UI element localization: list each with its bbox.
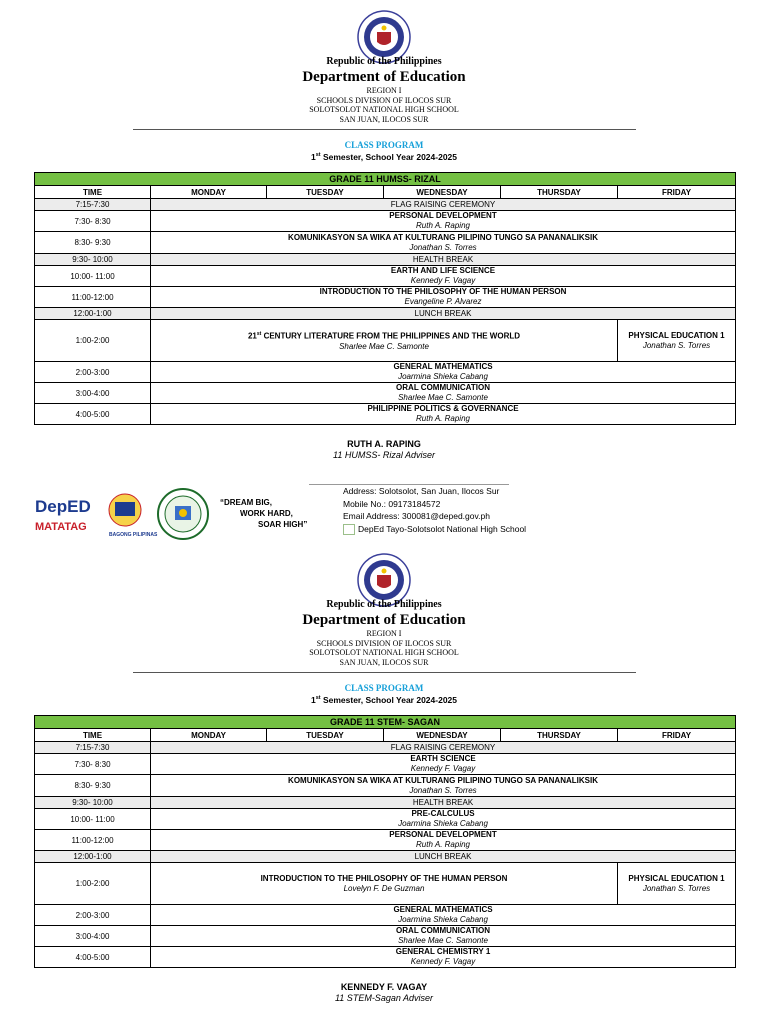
subject-cell <box>151 905 736 926</box>
col-thursday: THURSDAY <box>501 186 618 199</box>
time-cell: 11:00-12:00 <box>35 287 151 308</box>
header-rule <box>133 672 636 673</box>
time-cell: 12:00-1:00 <box>35 308 151 320</box>
adviser-name: RUTH A. RAPING <box>347 439 421 449</box>
teacher-name: Ruth A. Raping <box>416 414 470 423</box>
adviser-role: 11 HUMSS- Rizal Adviser <box>332 450 436 460</box>
subject-name: GENERAL CHEMISTRY 1 <box>395 947 491 956</box>
subject-name: PERSONAL DEVELOPMENT <box>389 211 497 220</box>
deped-logo-text: DepED <box>35 497 91 516</box>
table-row <box>35 211 736 232</box>
letter-footer <box>33 484 733 544</box>
school-text: SOLOTSOLOT NATIONAL HIGH SCHOOL <box>309 105 459 114</box>
col-monday: MONDAY <box>151 186 267 199</box>
table-row <box>35 404 736 425</box>
col-wednesday: WEDNESDAY <box>384 729 501 742</box>
time-cell: 2:00-3:00 <box>35 362 151 383</box>
subject-cell <box>151 830 736 851</box>
subject-cell <box>151 754 736 775</box>
division-text: SCHOOLS DIVISION OF ILOCOS SUR <box>316 638 452 648</box>
teacher-name: Ruth A. Raping <box>416 840 470 849</box>
republic-text: Republic of the Philippines <box>326 56 442 67</box>
teacher-name: Kennedy F. Vagay <box>410 276 476 285</box>
friday-teacher: Jonathan S. Torres <box>642 340 711 350</box>
mobile-text: Mobile No.: 09173184572 <box>343 498 441 509</box>
subject-cell <box>151 926 736 947</box>
time-cell: 1:00-2:00 <box>35 863 151 905</box>
time-cell: 3:00-4:00 <box>35 383 151 404</box>
subject-name: HEALTH BREAK <box>412 255 474 264</box>
subject-cell <box>151 863 618 905</box>
time-cell: 10:00- 11:00 <box>35 809 151 830</box>
subject-name: PRE-CALCULUS <box>411 809 475 818</box>
subject-cell <box>151 308 736 320</box>
col-time: TIME <box>35 729 151 742</box>
program-title: CLASS PROGRAM <box>344 140 424 150</box>
motto-line-3: SOAR HIGH” <box>258 520 308 529</box>
time-cell: 9:30- 10:00 <box>35 254 151 266</box>
table-row <box>35 754 736 775</box>
table-row <box>35 809 736 830</box>
subject-cell <box>151 211 736 232</box>
motto <box>220 497 307 530</box>
time-cell: 3:00-4:00 <box>35 926 151 947</box>
subject-cell <box>151 232 736 254</box>
subject-cell <box>151 809 736 830</box>
grade-header: GRADE 11 STEM- SAGAN <box>35 716 736 729</box>
semester-suffix: st <box>315 695 321 702</box>
teacher-name: Sharlee Mae C. Samonte <box>398 936 488 945</box>
friday-teacher: Jonathan S. Torres <box>642 883 711 893</box>
semester-line <box>0 152 768 162</box>
semester-number: 1 <box>310 152 316 162</box>
time-cell: 7:15-7:30 <box>35 199 151 211</box>
subject-cell <box>151 266 736 287</box>
teacher-name: Lovelyn F. De Guzman <box>343 883 425 893</box>
table-row <box>35 266 736 287</box>
table-row <box>35 775 736 797</box>
subject-cell <box>151 851 736 863</box>
motto-line-2: WORK HARD, <box>240 509 293 518</box>
time-cell: 9:30- 10:00 <box>35 797 151 809</box>
address-text: Address: Solotsolot, San Juan, Ilocos Sur <box>343 486 500 496</box>
adviser-block <box>0 982 768 1004</box>
table-row <box>35 863 736 905</box>
time-cell: 10:00- 11:00 <box>35 266 151 287</box>
friday-subject: PHYSICAL EDUCATION 1 <box>628 873 725 883</box>
teacher-name: Sharlee Mae C. Samonte <box>339 341 429 351</box>
time-cell: 1:00-2:00 <box>35 320 151 362</box>
division-text: SCHOOLS DIVISION OF ILOCOS SUR <box>316 95 452 105</box>
subject-name: ORAL COMMUNICATION <box>396 926 490 935</box>
subject-name: LUNCH BREAK <box>414 309 472 318</box>
department-text: Department of Education <box>302 612 466 628</box>
subject-name: LUNCH BREAK <box>414 852 472 861</box>
facebook-icon <box>343 524 355 535</box>
table-row <box>35 797 736 809</box>
subject-name: INTRODUCTION TO THE PHILOSOPHY OF THE HUMAN PERSON <box>319 287 567 296</box>
teacher-name: Kennedy F. Vagay <box>410 764 476 773</box>
subject-cell <box>151 947 736 968</box>
table-row <box>35 905 736 926</box>
region-text: REGION I <box>366 86 402 95</box>
friday-cell <box>618 320 736 362</box>
subject-name: HEALTH BREAK <box>412 798 474 807</box>
table-row <box>35 362 736 383</box>
teacher-name: Evangeline P. Alvarez <box>404 297 482 306</box>
table-row <box>35 308 736 320</box>
time-cell: 7:30- 8:30 <box>35 211 151 232</box>
subject-cell <box>151 287 736 308</box>
semester-line <box>0 695 768 705</box>
teacher-name: Kennedy F. Vagay <box>410 957 476 966</box>
department-text: Department of Education <box>302 69 466 85</box>
time-cell: 7:30- 8:30 <box>35 754 151 775</box>
subject-name: PHILIPPINE POLITICS & GOVERNANCE <box>367 404 519 413</box>
semester-suffix: st <box>315 152 321 159</box>
motto-line-1: “DREAM BIG, <box>220 498 272 507</box>
table-row <box>35 199 736 211</box>
table-row <box>35 232 736 254</box>
subject-cell <box>151 383 736 404</box>
col-friday: FRIDAY <box>618 729 736 742</box>
subject-name: INTRODUCTION TO THE PHILOSOPHY OF THE HUMAN PERSON <box>260 873 508 883</box>
school-text: SOLOTSOLOT NATIONAL HIGH SCHOOL <box>309 648 459 657</box>
subject-cell <box>151 742 736 754</box>
table-row <box>35 851 736 863</box>
letterhead <box>0 56 768 124</box>
time-cell: 8:30- 9:30 <box>35 232 151 254</box>
time-cell: 7:15-7:30 <box>35 742 151 754</box>
teacher-name: Jonathan S. Torres <box>409 242 477 252</box>
time-cell: 8:30- 9:30 <box>35 775 151 797</box>
table-row <box>35 320 736 362</box>
location-text: SAN JUAN, ILOCOS SUR <box>339 114 429 124</box>
friday-cell <box>618 863 736 905</box>
subject-name: KOMUNIKASYON SA WIKA AT KULTURANG PILIPINO TUNGO SA PANANALIKSIK <box>288 232 598 242</box>
col-time: TIME <box>35 186 151 199</box>
school-seal-icon <box>157 488 209 540</box>
schedule-table <box>34 715 736 968</box>
subject-name: PERSONAL DEVELOPMENT <box>389 830 497 839</box>
subject-name: GENERAL MATHEMATICS <box>393 905 493 914</box>
teacher-name: Joarmina Shieka Cabang <box>398 819 488 828</box>
subject-name <box>151 329 617 342</box>
adviser-role: 11 STEM-Sagan Adviser <box>334 993 434 1003</box>
subject-name: EARTH SCIENCE <box>410 754 476 763</box>
subject-cell <box>151 199 736 211</box>
table-row <box>35 742 736 754</box>
contact-info <box>343 485 526 535</box>
table-row <box>35 383 736 404</box>
region-text: REGION I <box>366 629 402 638</box>
subject-name: FLAG RAISING CEREMONY <box>390 743 496 752</box>
facebook-text: DepEd Tayo-Solotsolot National High School <box>358 523 527 534</box>
subject-name: EARTH AND LIFE SCIENCE <box>390 266 496 275</box>
subject-cell <box>151 797 736 809</box>
bagong-pilipinas-text: BAGONG PILIPINAS <box>109 532 158 538</box>
subject-suffix: st <box>256 331 262 338</box>
time-cell: 4:00-5:00 <box>35 404 151 425</box>
teacher-name: Ruth A. Raping <box>416 221 470 230</box>
subject-name: ORAL COMMUNICATION <box>396 383 490 392</box>
col-wednesday: WEDNESDAY <box>384 186 501 199</box>
program-title: CLASS PROGRAM <box>344 683 424 693</box>
col-monday: MONDAY <box>151 729 267 742</box>
teacher-name: Sharlee Mae C. Samonte <box>398 393 488 402</box>
col-tuesday: TUESDAY <box>267 186 384 199</box>
teacher-name: Joarmina Shieka Cabang <box>398 372 488 381</box>
time-cell: 4:00-5:00 <box>35 947 151 968</box>
table-row <box>35 287 736 308</box>
adviser-name: KENNEDY F. VAGAY <box>340 982 428 992</box>
table-row <box>35 254 736 266</box>
col-tuesday: TUESDAY <box>267 729 384 742</box>
subject-part: CENTURY LITERATURE FROM THE PHILIPPINES AND THE WORLD <box>261 331 521 341</box>
semester-number: 1 <box>310 695 316 705</box>
subject-name: GENERAL MATHEMATICS <box>393 362 493 371</box>
schedule-table <box>34 172 736 425</box>
republic-text: Republic of the Philippines <box>326 599 442 610</box>
location-text: SAN JUAN, ILOCOS SUR <box>339 657 429 667</box>
letterhead <box>0 599 768 667</box>
deped-matatag-logo-icon <box>33 488 158 540</box>
grade-header: GRADE 11 HUMSS- RIZAL <box>35 173 736 186</box>
email-text: Email Address: 300081@deped.gov.ph <box>343 511 490 521</box>
subject-cell <box>151 362 736 383</box>
col-friday: FRIDAY <box>618 186 736 199</box>
matatag-text: MATATAG <box>35 521 87 533</box>
time-cell: 12:00-1:00 <box>35 851 151 863</box>
table-row <box>35 926 736 947</box>
subject-cell <box>151 775 736 797</box>
time-cell: 2:00-3:00 <box>35 905 151 926</box>
time-cell: 11:00-12:00 <box>35 830 151 851</box>
table-row <box>35 947 736 968</box>
semester-text: Semester, School Year 2024-2025 <box>320 695 458 705</box>
teacher-name: Joarmina Shieka Cabang <box>398 915 488 924</box>
semester-text: Semester, School Year 2024-2025 <box>320 152 458 162</box>
subject-cell <box>151 320 618 362</box>
subject-cell <box>151 404 736 425</box>
subject-cell <box>151 254 736 266</box>
friday-subject: PHYSICAL EDUCATION 1 <box>628 330 725 340</box>
teacher-name: Jonathan S. Torres <box>409 785 477 795</box>
header-rule <box>133 129 636 130</box>
table-row <box>35 830 736 851</box>
subject-part: 21 <box>247 331 257 341</box>
subject-name: FLAG RAISING CEREMONY <box>390 200 496 209</box>
col-thursday: THURSDAY <box>501 729 618 742</box>
adviser-block <box>0 439 768 461</box>
subject-name: KOMUNIKASYON SA WIKA AT KULTURANG PILIPINO TUNGO SA PANANALIKSIK <box>288 775 598 785</box>
